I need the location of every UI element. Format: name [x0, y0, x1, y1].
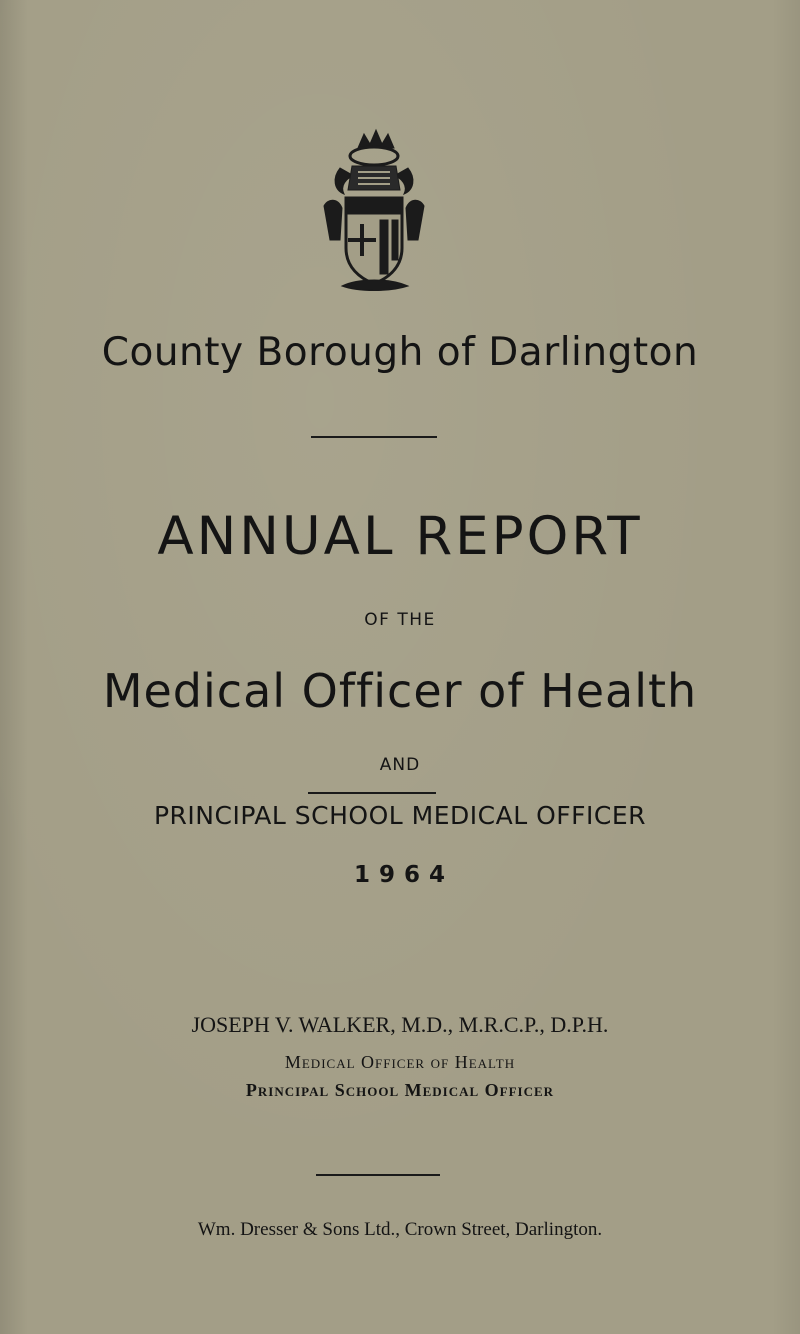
- borough-crest-icon: [318, 128, 430, 298]
- printer-imprint: Wm. Dresser & Sons Ltd., Crown Street, Darlington.: [197, 1219, 603, 1240]
- and-label: AND: [379, 755, 421, 775]
- school-officer-title: PRINCIPAL SCHOOL MEDICAL OFFICER: [153, 801, 646, 830]
- report-title: ANNUAL REPORT: [157, 506, 643, 567]
- officer-title: Medical Officer of Health: [102, 664, 698, 718]
- author-role-psmo: Principal School Medical Officer: [245, 1080, 555, 1100]
- of-the-label: OF THE: [364, 610, 436, 630]
- author-role-moh: Medical Officer of Health: [284, 1052, 516, 1072]
- report-year: 1964: [353, 862, 454, 888]
- divider-bottom: [316, 1174, 440, 1176]
- divider-middle: [308, 792, 436, 794]
- borough-name: County Borough of Darlington: [101, 330, 699, 375]
- author-name: JOSEPH V. WALKER, M.D., M.R.C.P., D.P.H.: [191, 1012, 609, 1037]
- divider-top: [311, 436, 437, 438]
